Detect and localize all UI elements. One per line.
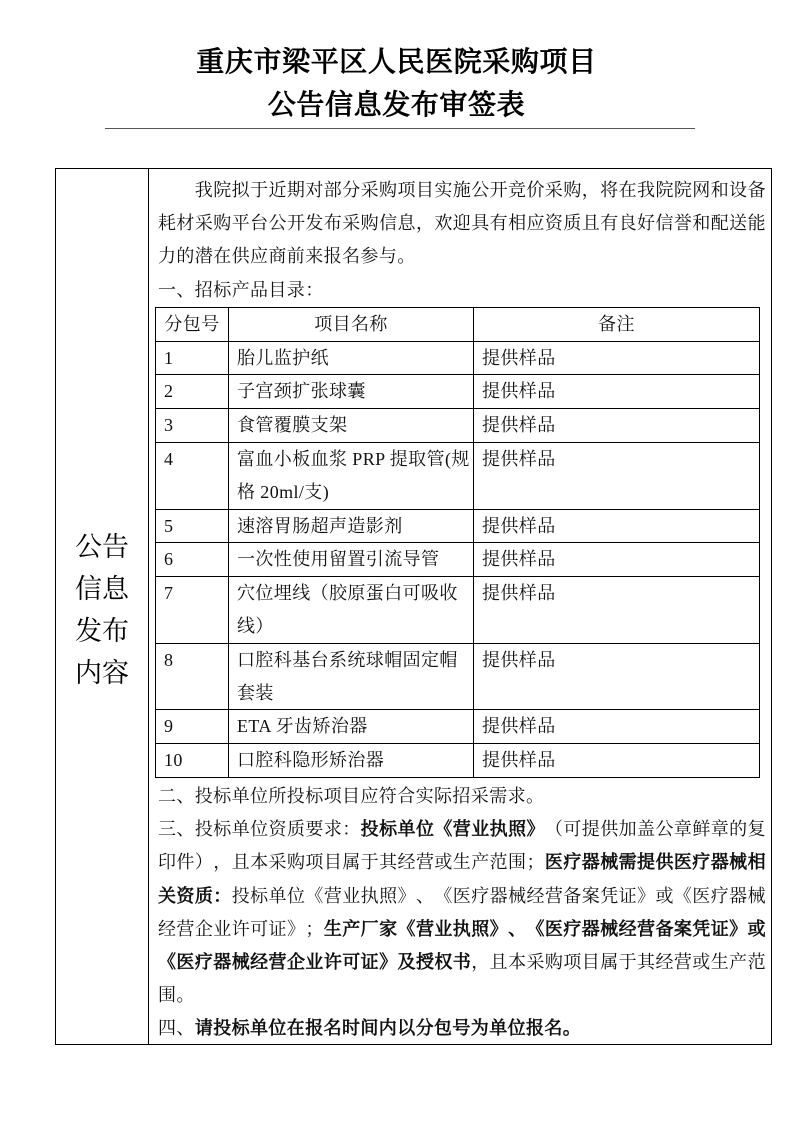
package-no-cell: 8 bbox=[156, 643, 229, 710]
package-no-cell: 2 bbox=[156, 375, 229, 409]
item-name-cell: 富血小板血浆 PRP 提取管(规格 20ml/支) bbox=[229, 443, 474, 510]
product-row bbox=[156, 509, 760, 543]
product-row bbox=[156, 744, 760, 778]
section2-paragraph: 二、投标单位所投标项目应符合实际招采需求。 bbox=[158, 785, 545, 806]
section4-run-bold-instruction: 请投标单位在报名时间内以分包号为单位报名。 bbox=[194, 1018, 582, 1039]
section3-run-bold-manufacturer-documents: 生产厂家《营业执照》、《医疗器械经营备案凭证》或《医疗器械经营企业许可证》及授权书 bbox=[158, 918, 766, 972]
field-label: 公告信息发布内容 bbox=[75, 532, 129, 688]
product-row bbox=[156, 409, 760, 443]
package-no-cell: 3 bbox=[156, 409, 229, 443]
item-name-cell: ETA 牙齿矫治器 bbox=[229, 710, 474, 744]
section1-heading: 一、招标产品目录： bbox=[158, 279, 324, 300]
section3-run-bold-license: 投标单位《营业执照》 bbox=[360, 819, 545, 840]
section4-paragraph bbox=[158, 1012, 766, 1045]
item-name-cell: 胎儿监护纸 bbox=[229, 341, 474, 375]
remark-cell: 提供样品 bbox=[474, 509, 760, 543]
package-no-cell: 1 bbox=[156, 341, 229, 375]
section3-run-bidder-documents: 投标单位《营业执照》、《医疗器械经营备案凭证》或《医疗器械经营企业许可证》； bbox=[158, 885, 766, 939]
item-name-cell: 口腔科隐形矫治器 bbox=[229, 744, 474, 778]
remark-cell: 提供样品 bbox=[474, 710, 760, 744]
header-package-no: 分包号 bbox=[156, 307, 229, 341]
product-row bbox=[156, 443, 760, 510]
remark-cell: 提供样品 bbox=[474, 643, 760, 710]
product-row bbox=[156, 375, 760, 409]
remark-cell: 提供样品 bbox=[474, 577, 760, 644]
announcement-content bbox=[149, 169, 771, 1046]
item-name-cell: 速溶胃肠超声造影剂 bbox=[229, 509, 474, 543]
product-row bbox=[156, 341, 760, 375]
item-name-cell: 穴位埋线（胶原蛋白可吸收线） bbox=[229, 577, 474, 644]
section3-run-lead: 三、投标单位资质要求： bbox=[158, 819, 361, 840]
package-no-cell: 4 bbox=[156, 443, 229, 510]
package-no-cell: 7 bbox=[156, 577, 229, 644]
item-name-cell: 子宫颈扩张球囊 bbox=[229, 375, 474, 409]
table-header-row bbox=[156, 307, 760, 341]
item-name-cell: 食管覆膜支架 bbox=[229, 409, 474, 443]
title-divider-line bbox=[105, 128, 695, 129]
product-catalog-table bbox=[155, 307, 760, 778]
product-row bbox=[156, 643, 760, 710]
section3-paragraph bbox=[158, 813, 766, 1012]
package-no-cell: 10 bbox=[156, 744, 229, 778]
product-row bbox=[156, 543, 760, 577]
package-no-cell: 9 bbox=[156, 710, 229, 744]
document-title-line-2: 公告信息发布审签表 bbox=[267, 89, 526, 120]
header-remark: 备注 bbox=[474, 307, 760, 341]
product-row bbox=[156, 577, 760, 644]
remark-cell: 提供样品 bbox=[474, 443, 760, 510]
remark-cell: 提供样品 bbox=[474, 543, 760, 577]
section3-run-bold-device-qualification: 医疗器械需提供医疗器械相关资质： bbox=[158, 852, 766, 906]
header-item-name: 项目名称 bbox=[229, 307, 474, 341]
section3-run-copy-note: （可提供加盖公章鲜章的复印件），且本采购项目属于其经营或生产范围； bbox=[158, 819, 766, 873]
document-title-line-1: 重庆市梁平区人民医院采购项目 bbox=[196, 46, 597, 77]
intro-paragraph: 我院拟于近期对部分采购项目实施公开竞价采购，将在我院院网和设备耗材采购平台公开发布采购信息，欢迎具有相应资质且有良好信誉和配送能力的潜在供应商前来报名参与。 bbox=[158, 180, 766, 267]
section3-run-scope-note: ，且本采购项目属于其经营或生产范围。 bbox=[158, 951, 766, 1006]
item-name-cell: 一次性使用留置引流导管 bbox=[229, 543, 474, 577]
remark-cell: 提供样品 bbox=[474, 744, 760, 778]
product-row bbox=[156, 710, 760, 744]
package-no-cell: 6 bbox=[156, 543, 229, 577]
remark-cell: 提供样品 bbox=[474, 409, 760, 443]
package-no-cell: 5 bbox=[156, 509, 229, 543]
remark-cell: 提供样品 bbox=[474, 375, 760, 409]
section4-run-lead: 四、 bbox=[158, 1018, 195, 1039]
remark-cell: 提供样品 bbox=[474, 341, 760, 375]
item-name-cell: 口腔科基台系统球帽固定帽套装 bbox=[229, 643, 474, 710]
approval-form-table bbox=[55, 168, 772, 1045]
